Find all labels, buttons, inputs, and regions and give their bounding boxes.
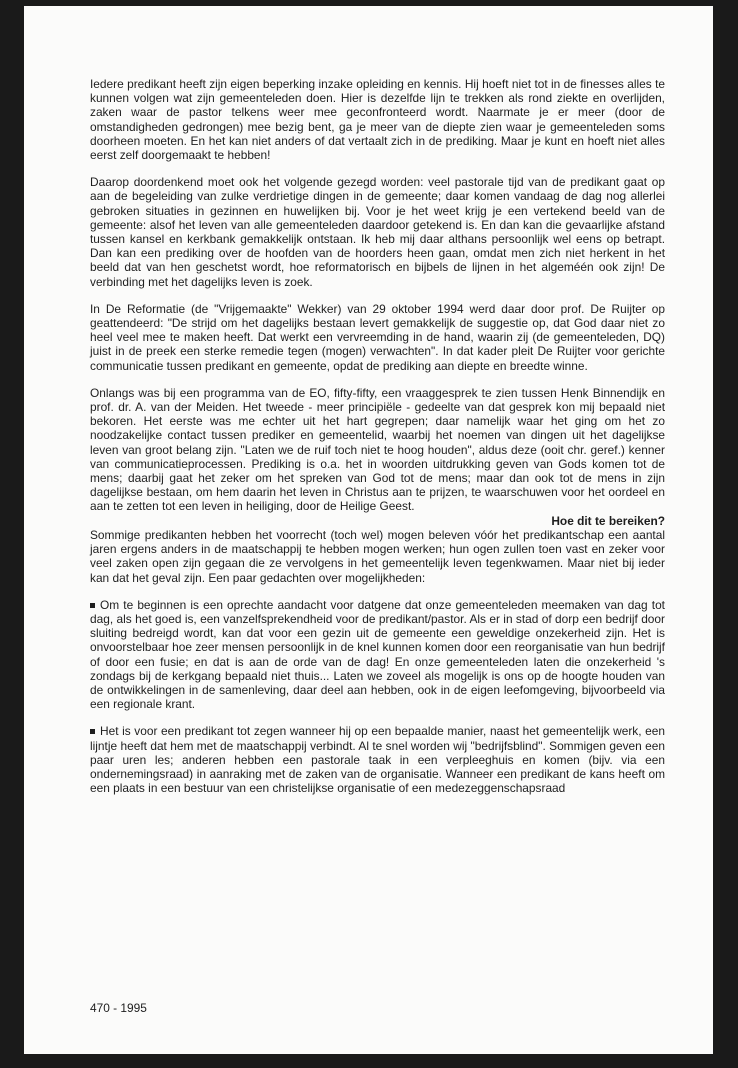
paragraph: Iedere predikant heeft zijn eigen beperking inzake opleiding en kennis. Hij hoeft niet tot in de finesses alles te kunnen volgen wat zijn gemeenteleden doen. Hier is dezelfde lijn te trekken als rond ziekte en overlijden, zaken waar de pastor telkens weer mee geconfronteerd wordt. Naarmate je er meer (door de omstandigheden gedrongen) mee bezig bent, ga je meer van de diepte zien waar je gemeenteleden soms doorheen moeten. En het kan niet anders of dat vertaalt zich in de prediking. Maar je kunt en hoeft niet alles eerst zelf doorgemaakt te hebben! (90, 77, 665, 163)
page (24, 6, 713, 1054)
bullet-icon (90, 603, 95, 608)
scan-border-left (0, 0, 24, 1068)
scan-border-bottom (0, 1054, 738, 1068)
paragraph: Daarop doordenkend moet ook het volgende gezegd worden: veel pastorale tijd van de predikant gaat op aan de begeleiding van zulke verdrietige dingen in de gemeente; daar komen vandaag de dag nog allerlei gebroken situaties in gezinnen en huwelijken bij. Voor je het weet krijg je een vertekend beeld van de gemeente: alsof het leven van alle gemeenteleden daardoor getekend is. En dan kan die gevaarlijke afstand tussen kansel en kerkbank gemakkelijk ontstaan. Ik heb mij daar althans persoonlijk wel eens op betrapt. Dan kan een prediking over de hoofden van de hoorders heen gaan, omdat men zich niet herkent in het beeld dat van hen geschetst wordt, hoe reformatorisch en bijbels de lijnen in het algeméén ook zijn! De verbinding met het dagelijks leven is zoek. (90, 175, 665, 289)
scan-border-right (713, 0, 738, 1068)
bullet-text: Om te beginnen is een oprechte aandacht voor datgene dat onze gemeenteleden meemaken van dag tot dag, als het goed is, een vanzelfsprekendheid voor de predikant/pastor. Als er in stad of dorp een bedrijf door sluiting bedreigd wordt, kan dat voor een gezin uit de gemeente een geweldige onzekerheid zijn. Het is onvoorstelbaar hoe zeer mensen persoonlijk in de knel kunnen komen door een reorganisatie van hun bedrijf of door een fusie; en dat is aan de orde van de dag! En onze gemeenteleden laten die onzekerheid 's zondags bij de kerkgang bepaald niet thuis... Laten we zoveel als mogelijk is ons op de hoogte houden van de ontwikkelingen in de samenleving, daar deel aan hebben, ook in de eigen leefomgeving, bijvoorbeeld via een regionale krant. (90, 597, 665, 712)
paragraph: Sommige predikanten hebben het voorrecht (toch wel) mogen beleven vóór het predikantschap een aantal jaren ergens anders in de maatschappij te hebben mogen werken; hun ogen zullen toen vast en zeker voor veel zaken open zijn gegaan die ze vervolgens in het gemeentelijk leven tegenkwamen. Maar niet bij ieder kan dat het geval zijn. Een paar gedachten over mogelijkheden: (90, 527, 665, 585)
paragraph: Onlangs was bij een programma van de EO, fifty-fifty, een vraaggesprek te zien tussen Henk Binnendijk en prof. dr. A. van der Meiden. Het tweede - meer principiële - gedeelte van dat gesprek kon mij bepaald niet bekoren. Het eerste was me echter uit het hart gegrepen; daar namelijk waar het ging om het zo noodzakelijke contact tussen prediker en gemeentelid, waarbij het noemen van dingen uit het dagelijkse leven van groot belang zijn. "Laten we de ruif toch niet te hoog houden", aldus deze (ooit chr. geref.) kenner van communicatieprocessen. Prediking is o.a. het in woorden uitdrukking geven van Gods komen tot de mens; daarbij gaat het zeker om het spreken van God tot de mens; maar dan ook tot de mens in zijn dagelijkse bestaan, om hem daarin het leven in Christus aan te prijzen, te waarschuwen voor het oordeel en aan te zetten tot een leven in heiliging, door de Heilige Geest. (90, 385, 665, 514)
paragraph: In De Reformatie (de "Vrijgemaakte" Wekker) van 29 oktober 1994 werd daar door prof. De Ruijter op geattendeerd: "De strijd om het dagelijks bestaan levert gemakkelijk de suggestie op, dat God daar niet zo heel veel mee te maken heeft. Dat werkt een vervreemding in de hand, waarin zij (de gemeenteleden, DQ) juist in de preek een sterke remedie tegen (mogen) verwachten". In dat kader pleit De Ruijter voor gerichte communicatie tussen predikant en gemeente, opdat de prediking aan diepte en breedte winne. (90, 301, 665, 373)
body-text (90, 77, 665, 808)
page-number: 470 - 1995 (90, 1001, 147, 1015)
bullet-item (90, 598, 665, 712)
section-heading: Hoe dit te bereiken? (551, 513, 665, 528)
bullet-item (90, 724, 665, 795)
bullet-text: Het is voor een predikant tot zegen wanneer hij op een bepaalde manier, naast het gemeentelijk werk, een lijntje heeft dat hem met de maatschappij verbindt. Al te snel worden wij "bedrijfsblind". Sommigen geven een paar uren les; anderen hebben een pastorale taak in een verpleeghuis en komen (bijv. via een ondernemingsraad) in aanraking met de zaken van de organisatie. Wanneer een predikant de kans heeft om een plaats in een bestuur van een christelijkse organisatie of een medezeggenschapsraad (90, 724, 665, 796)
bullet-icon (90, 729, 95, 734)
